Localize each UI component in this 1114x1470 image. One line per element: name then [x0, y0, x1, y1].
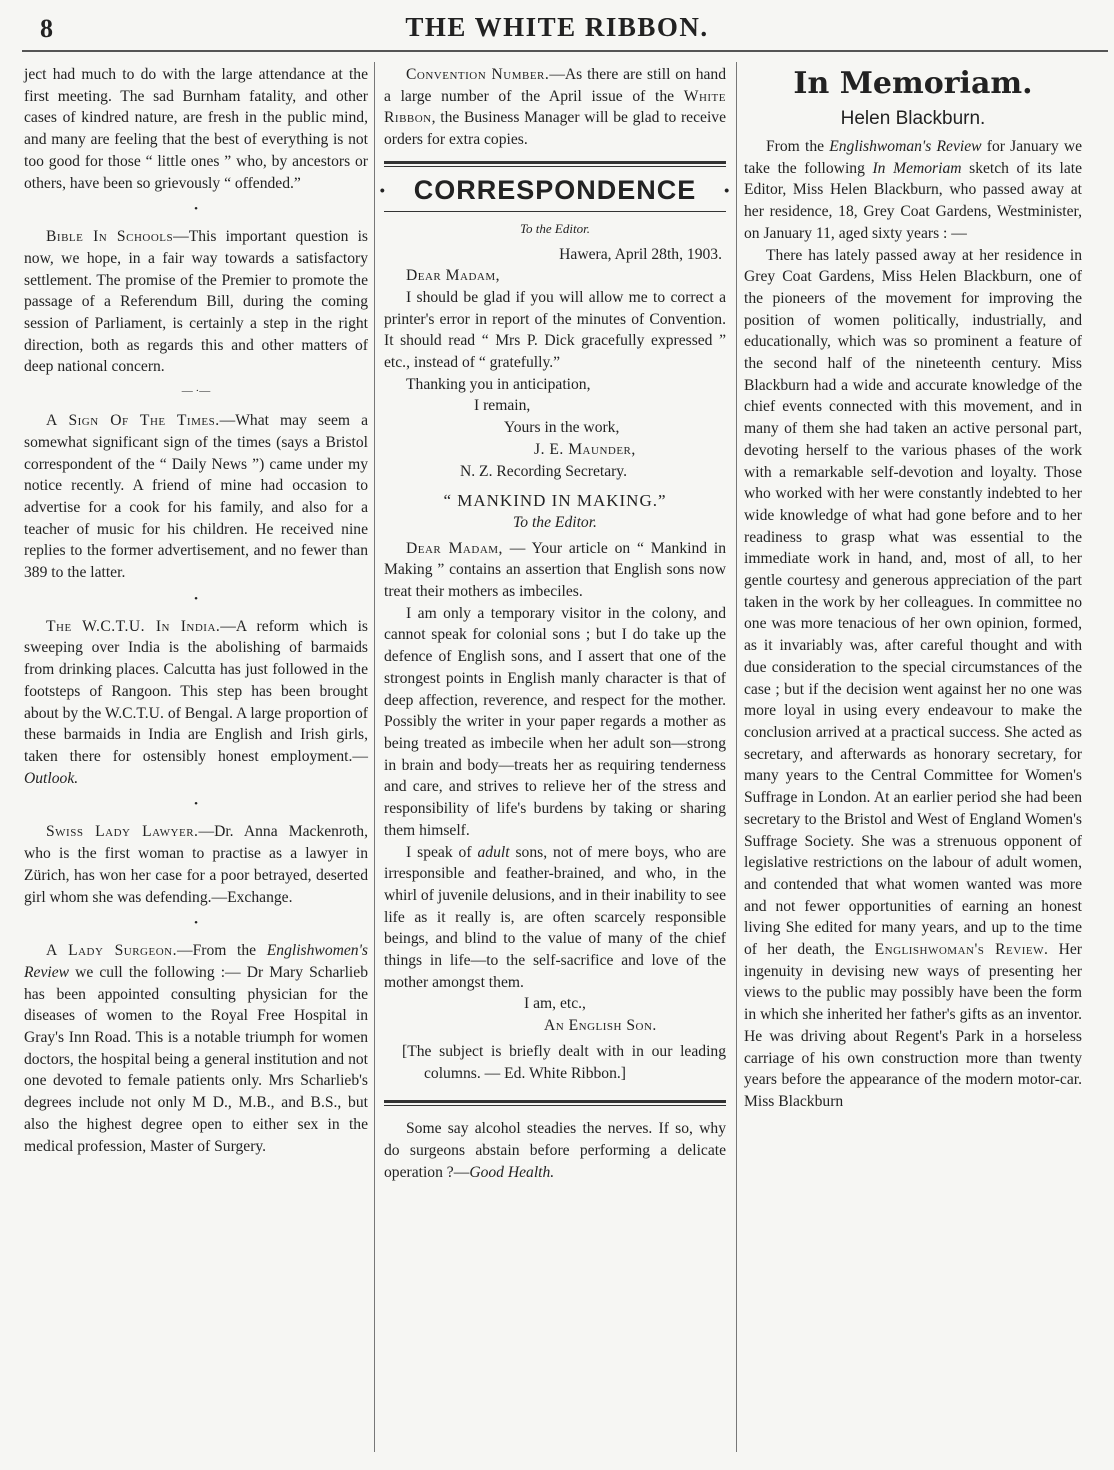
emphasis: In Memoriam [872, 159, 962, 177]
column-divider [736, 62, 737, 1452]
publication-name: White Ribbon [384, 87, 726, 127]
section-rule [384, 161, 726, 164]
separator-dot: • [194, 798, 198, 811]
letter-addressee: To the Editor. [520, 220, 590, 236]
section-rule [384, 166, 726, 167]
letter-text: I speak of [406, 843, 478, 861]
article-body: —Dr. Anna Mackenroth, who is the first woman to practise as a lawyer in Zürich, has won her case for a poor betrayed, deserted girl whom she was defending.—Exchange. [24, 823, 368, 906]
bullet-icon: • [724, 181, 731, 198]
section-rule [384, 1100, 726, 1103]
memoriam-intro [744, 136, 1082, 245]
memoriam-text: There has lately passed away at her residence in Grey Coat Gardens, Miss Helen Blackburn, one of the pioneers of the movement for improving the position of women politically, industrially, and educationally, which was so prominent a feature of the second half of the nineteenth century. Miss Blackburn had a wide and accurate knowledge of the chief events connected with this movement, and in many of them she had taken an active personal part, devoting herself to the various phases of the work with a remarkable self-devotion and loyalty. Those who worked with her were constantly indebted to her wide knowledge of what had gone before and to her readiness to grasp what was essential to the immediate work in hand, and, most of all, to her gentle courtesy and generous appreciation of the part taken in the work by her colleagues. In committee no one was more tenacious of her own opinion, formed, as it invariably was, after careful thought and with due consideration to the special circumstances of the case ; but if the decision went against her no one was more loyal in using every endeavour to make the conclusion arrived at a practical success. She acted as secretary, and afterwards as honorary secretary, for many years to the Central Committee for Women's Suffrage in London. At an earlier period she had been secretary to the Bristol and West of England Women's Suffrage Society. She was a strenuous opponent of legislative restrictions on the labour of adult women, and contended that what women wanted was more and not fewer opportunities of earning an honest living She edited for many years, and up to the time of her death, the [744, 246, 1082, 959]
separator-dot: • [194, 203, 198, 216]
article-heading: Convention Number. [406, 66, 550, 83]
letter-body: I should be glad if you will allow me to correct a printer's error in report of the minutes of Convention. It should read “ Mrs P. Dick gracefully expressed ” etc., instead of “ gratefully.” [384, 288, 726, 372]
article-body: —This important question is now, we hope, in a fair way towards a satisfactory settlement. The promise of the Premier to promote the passage of a Referendum Bill, during the coming session of Parliament, is certainly a step in the right direction, both as regards this and other matters of deep national concern. [24, 228, 369, 376]
editor-note: [The subject is briefly dealt with in our leading columns. — Ed. White Ribbon.] [402, 1042, 726, 1082]
letter-thanks: Thanking you in anticipation, [406, 375, 591, 393]
letter-text: sons, not of mere boys, who are irresponsible and feather-brained, and who, in the whirl of juvenile delusions, and in their inability to see life as it really is, are often scarcely responsible beings, and blind to the value of many of the chief things in life—to the self-sacrifice and love of the mother amongst them. [384, 843, 727, 991]
letter-closing: I am, etc., [524, 995, 586, 1013]
section-rule [384, 1105, 726, 1106]
article-body: —What may seem a somewhat significant sign of the times (says a Bristol correspondent of the “ Daily News ”) came under my notice recently. A friend of mine had occasion to advertise for a cook for his family, and also for a teacher of music for his children. He received nine replies to the former advertisement, and no fewer than 389 to the latter. [24, 412, 368, 582]
memoriam-text: for January we take the following [744, 138, 1083, 177]
in-memoriam-subtitle: Helen Blackburn. [840, 108, 986, 129]
memoriam-text: Her ingenuity in devising new ways of presenting her views to the public may possibly have been the form in which she inherited her father's gifts as an inventor. He was driving about Regent's Park in a horseless carriage of his own construction more than twenty years before the appearance of the modern motor-car. Miss Blackburn [744, 941, 1082, 1110]
page-number: 8 [40, 14, 53, 43]
memoriam-text: sketch of its late Editor, Miss Helen Blackburn, who passed away at her residence, 18, Grey Coat Gardens, Westminister, on January 11, aged sixty years : — [744, 159, 1082, 242]
article-heading: The W.C.T.U. In India. [46, 617, 221, 635]
article-bible-in-schools [24, 226, 368, 378]
column-middle [379, 64, 731, 1183]
article-heading: A Sign Of The Times. [46, 412, 220, 430]
article-source: Englishwomen's Review [24, 942, 368, 981]
letter-addressee: To the Editor. [513, 513, 597, 531]
article-body-intro: —From the [177, 942, 267, 960]
article-heading: Bible In Schools [46, 228, 174, 246]
letter-remain: I remain, [474, 397, 531, 415]
article-source: Outlook. [24, 769, 79, 787]
letter-yours: Yours in the work, [504, 419, 620, 437]
publication-name: Englishwoman's Review. [874, 941, 1049, 959]
memoriam-text: From the [766, 138, 830, 155]
bullet-icon: • [379, 181, 386, 198]
article-body: we cull the following :— Dr Mary Scharlieb has been appointed consulting physician for the diseases of women to the Royal Free Hospital in Gray's Inn Road. This is a notable triumph for women doctors, the hospital being a general institution and not one devoted to female patients only. Mrs Scharlieb's degrees include not only M D., M.B., and B.S., but also the highest degree open to either sex in the medical profession, Master of Surgery. [24, 963, 368, 1155]
article-heading: A Lady Surgeon. [46, 942, 177, 960]
letter-body [384, 538, 726, 603]
filler-source: Good Health. [469, 1163, 555, 1181]
article-sign-of-times [24, 410, 368, 584]
article-swiss-lady-lawyer [24, 821, 368, 908]
letter-signature: An English Son. [544, 1017, 657, 1035]
letter-body [384, 842, 726, 994]
publication-name: Englishwoman's Review [829, 138, 982, 155]
letter-body: I am only a temporary visitor in the colony, and cannot speak for colonial sons ; but I do take up the defence of English sons, and I assert that one of the strongest points in English manly character is that of deep affection, reverence, and respect for the mother. Possibly the writer in your paper regards a mother as being treated as imbecile when her adult son—strong in brain and body—treats her as requiring tenderness and care, and strives to relieve her of the stress and responsibility of life's burdens by taking or sharing them himself. [384, 604, 726, 839]
section-rule [384, 211, 726, 212]
memoriam-body [744, 245, 1082, 1113]
in-memoriam-title: In Memoriam. [793, 66, 1033, 101]
separator-dash: — ·— [181, 385, 211, 398]
article-heading: Swiss Lady Lawyer. [46, 823, 199, 841]
article-body: , the Business Manager will be glad to receive orders for extra copies. [384, 109, 726, 149]
article-body: —As there are still on hand a large number of the April issue of the [384, 66, 727, 105]
emphasis: adult [477, 843, 510, 861]
letter-salutation: Dear Madam, [406, 539, 503, 557]
letter-text: — Your article on “ Mankind in Making ” contains an assertion that English sons now treat their mothers as imbeciles. [384, 539, 726, 601]
filler-alcohol [384, 1118, 726, 1183]
column-right [744, 64, 1082, 1113]
separator-dot: • [194, 917, 198, 930]
column-left [24, 64, 368, 1157]
article-lady-surgeon [24, 940, 368, 1157]
masthead [0, 0, 1114, 60]
letter-signature: J. E. Maunder, [534, 440, 636, 458]
letter-date: Hawera, April 28th, 1903. [559, 245, 722, 263]
separator-dot: • [194, 592, 198, 605]
masthead-rule [22, 50, 1108, 52]
correspondence-title: CORRESPONDENCE [413, 174, 697, 205]
correspondence-heading [379, 173, 731, 209]
letter-title: “ MANKIND IN MAKING.” [443, 491, 667, 511]
column-divider [374, 62, 375, 1452]
filler-text: Some say alcohol steadies the nerves. If so, why do surgeons abstain before performing a delicate operation ?— [384, 1120, 726, 1181]
article-body: —A reform which is sweeping over India is the abolishing of barmaids from drinking places. Calcutta has just followed in the footsteps of Rangoon. This step has been brought about by the W.C.T.U. of Bengal. A large proportion of these barmaids in India are English and Irish girls, taken there for ostensibly honest employment.— [24, 617, 368, 765]
paper-title: THE WHITE RIBBON. [405, 12, 709, 42]
article-convention-number [384, 64, 726, 151]
letter-role: N. Z. Recording Secretary. [460, 462, 627, 480]
letter-salutation: Dear Madam, [406, 267, 501, 285]
paragraph-continued: ject had much to do with the large attendance at the first meeting. The sad Burnham fatality, and other cases of kindred nature, are fresh in the public mind, and many are feeling that the best of everything is not too good for those “ little ones ” who, by ancestors or others, have been so grievously “ offended.” [24, 66, 368, 192]
article-wctu-india [24, 616, 368, 790]
